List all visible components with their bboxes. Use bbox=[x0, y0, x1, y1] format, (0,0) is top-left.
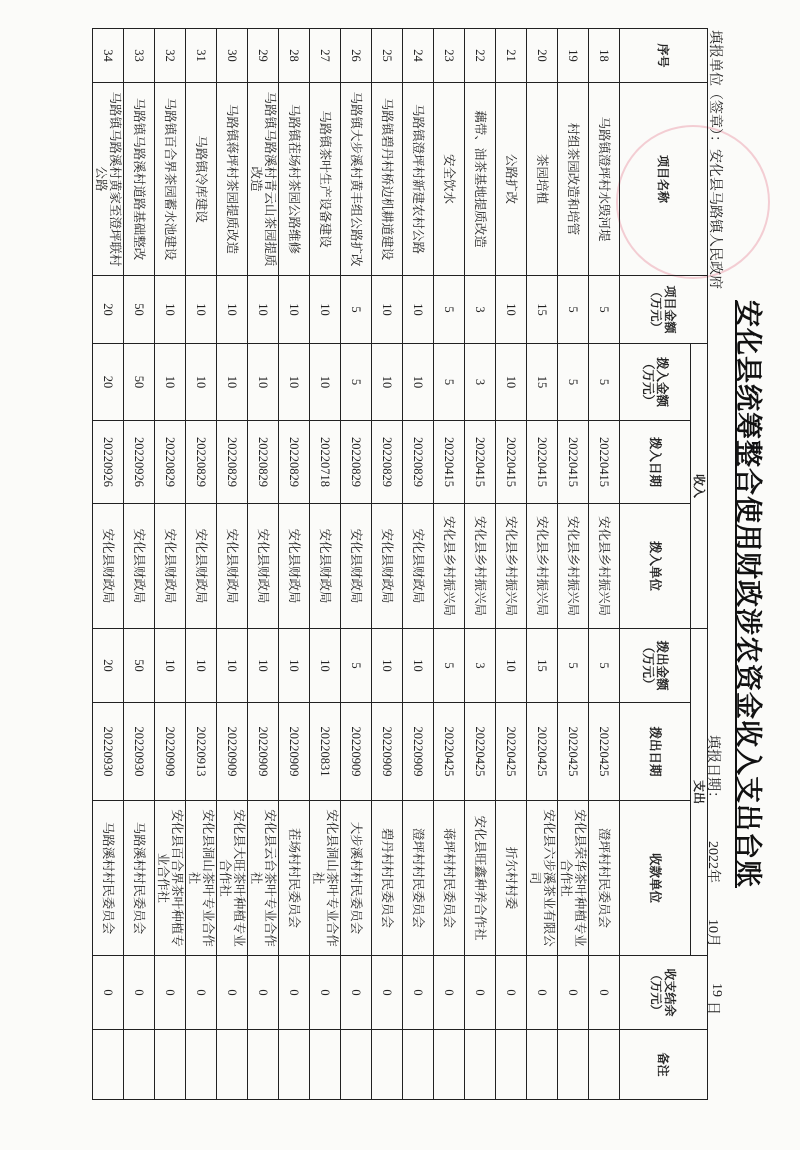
cell-amount: 10 bbox=[217, 276, 248, 344]
cell-name: 马路镇冷库建设 bbox=[186, 83, 217, 276]
cell-no: 26 bbox=[341, 29, 372, 83]
cell-amount: 5 bbox=[589, 276, 620, 344]
header-name: 项目名称 bbox=[620, 83, 708, 276]
cell-remark bbox=[155, 1030, 186, 1100]
cell-name: 马路镇马路溪村道路基础整改 bbox=[124, 83, 155, 276]
cell-in-amount: 5 bbox=[558, 344, 589, 421]
cell-remark bbox=[93, 1030, 124, 1100]
header-payee: 收款单位 bbox=[620, 801, 691, 956]
cell-payee: 安化县洞山茶叶专业合作社 bbox=[310, 801, 341, 956]
cell-payee: 安化县百合界茶叶种植专业合作社 bbox=[155, 801, 186, 956]
cell-name: 马路镇蒋坪村茶园提质改造 bbox=[217, 83, 248, 276]
cell-balance: 0 bbox=[155, 956, 186, 1030]
cell-balance: 0 bbox=[496, 956, 527, 1030]
group-income: 收入 bbox=[691, 344, 708, 629]
cell-no: 25 bbox=[372, 29, 403, 83]
cell-in-amount: 3 bbox=[465, 344, 496, 421]
table-row bbox=[124, 29, 155, 1100]
table-row bbox=[217, 29, 248, 1100]
cell-in-amount: 10 bbox=[279, 344, 310, 421]
cell-balance: 0 bbox=[248, 956, 279, 1030]
cell-in-date: 20220718 bbox=[310, 421, 341, 504]
table-row bbox=[434, 29, 465, 1100]
table-row bbox=[186, 29, 217, 1100]
table-row bbox=[310, 29, 341, 1100]
cell-amount: 10 bbox=[248, 276, 279, 344]
cell-remark bbox=[310, 1030, 341, 1100]
cell-payee: 马路溪村村民委员会 bbox=[93, 801, 124, 956]
cell-amount: 10 bbox=[279, 276, 310, 344]
cell-payee: 澄坪村村民委员会 bbox=[403, 801, 434, 956]
cell-out-amount: 10 bbox=[217, 629, 248, 703]
cell-in-date: 20220926 bbox=[124, 421, 155, 504]
cell-in-amount: 20 bbox=[93, 344, 124, 421]
cell-in-amount: 50 bbox=[124, 344, 155, 421]
cell-balance: 0 bbox=[93, 956, 124, 1030]
cell-name: 公路扩改 bbox=[496, 83, 527, 276]
cell-out-amount: 5 bbox=[434, 629, 465, 703]
cell-no: 34 bbox=[93, 29, 124, 83]
cell-in-unit: 安化县财政局 bbox=[93, 504, 124, 629]
cell-amount: 10 bbox=[372, 276, 403, 344]
header-in-date: 拨入日期 bbox=[620, 421, 691, 504]
cell-balance: 0 bbox=[465, 956, 496, 1030]
cell-out-amount: 10 bbox=[496, 629, 527, 703]
cell-out-amount: 10 bbox=[372, 629, 403, 703]
cell-name: 马路镇澄坪村新建农村公路 bbox=[403, 83, 434, 276]
cell-out-date: 20220909 bbox=[155, 703, 186, 801]
cell-out-date: 20220831 bbox=[310, 703, 341, 801]
cell-balance: 0 bbox=[589, 956, 620, 1030]
cell-amount: 20 bbox=[93, 276, 124, 344]
cell-in-unit: 安化县财政局 bbox=[341, 504, 372, 629]
cell-remark bbox=[372, 1030, 403, 1100]
cell-remark bbox=[186, 1030, 217, 1100]
cell-name: 安全饮水 bbox=[434, 83, 465, 276]
cell-in-amount: 10 bbox=[186, 344, 217, 421]
cell-in-date: 20220415 bbox=[558, 421, 589, 504]
table-row bbox=[527, 29, 558, 1100]
cell-remark bbox=[341, 1030, 372, 1100]
header-remark: 备注 bbox=[620, 1030, 708, 1100]
cell-out-date: 20220425 bbox=[496, 703, 527, 801]
cell-remark bbox=[527, 1030, 558, 1100]
cell-payee: 安化县荣华茶叶种植专业合作社 bbox=[558, 801, 589, 956]
cell-in-amount: 10 bbox=[310, 344, 341, 421]
cell-in-amount: 5 bbox=[434, 344, 465, 421]
cell-remark bbox=[279, 1030, 310, 1100]
cell-in-date: 20220829 bbox=[403, 421, 434, 504]
cell-payee: 安化县洞山茶叶专业合作社 bbox=[186, 801, 217, 956]
cell-in-date: 20220415 bbox=[496, 421, 527, 504]
cell-no: 21 bbox=[496, 29, 527, 83]
cell-amount: 10 bbox=[496, 276, 527, 344]
cell-in-date: 20220829 bbox=[341, 421, 372, 504]
cell-in-unit: 安化县财政局 bbox=[186, 504, 217, 629]
cell-out-amount: 50 bbox=[124, 629, 155, 703]
cell-out-amount: 5 bbox=[341, 629, 372, 703]
cell-in-amount: 15 bbox=[527, 344, 558, 421]
cell-in-unit: 安化县财政局 bbox=[403, 504, 434, 629]
cell-balance: 0 bbox=[341, 956, 372, 1030]
cell-name: 村组茶园改造和培管 bbox=[558, 83, 589, 276]
header-in-unit: 拨入单位 bbox=[620, 504, 691, 629]
cell-name: 马路镇茬场村茶园公路维修 bbox=[279, 83, 310, 276]
header-in-amount: 拨入金额（万元） bbox=[620, 344, 691, 421]
cell-out-amount: 10 bbox=[186, 629, 217, 703]
cell-balance: 0 bbox=[217, 956, 248, 1030]
cell-out-amount: 10 bbox=[403, 629, 434, 703]
cell-name: 茶园培植 bbox=[527, 83, 558, 276]
cell-payee: 蒋坪村村民委员会 bbox=[434, 801, 465, 956]
cell-balance: 0 bbox=[403, 956, 434, 1030]
cell-amount: 10 bbox=[403, 276, 434, 344]
cell-in-date: 20220829 bbox=[217, 421, 248, 504]
cell-out-date: 20220425 bbox=[558, 703, 589, 801]
cell-in-amount: 10 bbox=[496, 344, 527, 421]
cell-out-date: 20220909 bbox=[248, 703, 279, 801]
cell-out-amount: 10 bbox=[248, 629, 279, 703]
cell-amount: 5 bbox=[558, 276, 589, 344]
cell-in-unit: 安化县乡村振兴局 bbox=[527, 504, 558, 629]
cell-out-date: 20220425 bbox=[589, 703, 620, 801]
cell-out-amount: 5 bbox=[558, 629, 589, 703]
cell-remark bbox=[217, 1030, 248, 1100]
cell-no: 32 bbox=[155, 29, 186, 83]
date-label: 填报日期： bbox=[705, 735, 720, 805]
cell-in-amount: 10 bbox=[248, 344, 279, 421]
cell-in-unit: 安化县财政局 bbox=[248, 504, 279, 629]
cell-payee: 折尔村村委 bbox=[496, 801, 527, 956]
header-balance: 收支结余（万元） bbox=[620, 956, 708, 1030]
cell-payee: 安化县云台茶叶专业合作社 bbox=[248, 801, 279, 956]
cell-out-date: 20220930 bbox=[93, 703, 124, 801]
table-row bbox=[558, 29, 589, 1100]
cell-remark bbox=[496, 1030, 527, 1100]
cell-in-date: 20220829 bbox=[155, 421, 186, 504]
cell-out-date: 20220425 bbox=[434, 703, 465, 801]
cell-balance: 0 bbox=[279, 956, 310, 1030]
cell-amount: 10 bbox=[310, 276, 341, 344]
cell-no: 27 bbox=[310, 29, 341, 83]
cell-remark bbox=[434, 1030, 465, 1100]
header-amount: 项目金额（万元） bbox=[620, 276, 708, 344]
cell-balance: 0 bbox=[186, 956, 217, 1030]
cell-out-amount: 5 bbox=[589, 629, 620, 703]
cell-out-amount: 20 bbox=[93, 629, 124, 703]
cell-balance: 0 bbox=[310, 956, 341, 1030]
cell-name: 马路镇百合界茶园蓄水池建设 bbox=[155, 83, 186, 276]
cell-payee: 安化县旺鑫种养合作社 bbox=[465, 801, 496, 956]
cell-no: 24 bbox=[403, 29, 434, 83]
cell-in-date: 20220829 bbox=[279, 421, 310, 504]
cell-payee: 安化县大旺茶叶种植专业合作社 bbox=[217, 801, 248, 956]
cell-name: 马路镇澄坪村水毁河堤 bbox=[589, 83, 620, 276]
cell-amount: 3 bbox=[465, 276, 496, 344]
cell-payee: 茬场村村民委员会 bbox=[279, 801, 310, 956]
table-row bbox=[279, 29, 310, 1100]
cell-name: 马路镇茶叶生产设备建设 bbox=[310, 83, 341, 276]
cell-in-unit: 安化县乡村振兴局 bbox=[496, 504, 527, 629]
cell-remark bbox=[248, 1030, 279, 1100]
cell-remark bbox=[465, 1030, 496, 1100]
cell-remark bbox=[124, 1030, 155, 1100]
cell-in-unit: 安化县财政局 bbox=[372, 504, 403, 629]
cell-in-date: 20220829 bbox=[372, 421, 403, 504]
cell-out-amount: 10 bbox=[310, 629, 341, 703]
cell-in-unit: 安化县乡村振兴局 bbox=[465, 504, 496, 629]
cell-in-unit: 安化县乡村振兴局 bbox=[558, 504, 589, 629]
cell-no: 31 bbox=[186, 29, 217, 83]
cell-balance: 0 bbox=[434, 956, 465, 1030]
cell-balance: 0 bbox=[558, 956, 589, 1030]
cell-balance: 0 bbox=[372, 956, 403, 1030]
date-month: 10月 bbox=[705, 919, 720, 947]
cell-no: 33 bbox=[124, 29, 155, 83]
cell-name: 马路镇马路溪村青云山茶园提质改造 bbox=[248, 83, 279, 276]
header-out-amount: 拨出金额（万元） bbox=[620, 629, 691, 703]
cell-amount: 5 bbox=[434, 276, 465, 344]
header-no: 序号 bbox=[620, 29, 708, 83]
cell-out-date: 20220909 bbox=[341, 703, 372, 801]
cell-in-date: 20220415 bbox=[465, 421, 496, 504]
cell-balance: 0 bbox=[124, 956, 155, 1030]
table-row bbox=[155, 29, 186, 1100]
cell-out-amount: 10 bbox=[155, 629, 186, 703]
table-row bbox=[93, 29, 124, 1100]
table-row bbox=[589, 29, 620, 1100]
cell-out-amount: 15 bbox=[527, 629, 558, 703]
cell-amount: 5 bbox=[341, 276, 372, 344]
cell-in-date: 20220829 bbox=[186, 421, 217, 504]
cell-in-unit: 安化县财政局 bbox=[310, 504, 341, 629]
cell-amount: 10 bbox=[186, 276, 217, 344]
cell-in-amount: 5 bbox=[341, 344, 372, 421]
cell-in-unit: 安化县财政局 bbox=[155, 504, 186, 629]
date-day: 19 bbox=[709, 983, 724, 997]
cell-amount: 50 bbox=[124, 276, 155, 344]
cell-remark bbox=[558, 1030, 589, 1100]
cell-payee: 马路溪村村民委员会 bbox=[124, 801, 155, 956]
cell-in-amount: 10 bbox=[372, 344, 403, 421]
cell-out-date: 20220909 bbox=[372, 703, 403, 801]
cell-out-date: 20220913 bbox=[186, 703, 217, 801]
cell-payee: 碧丹村村民委员会 bbox=[372, 801, 403, 956]
group-expense: 支出 bbox=[691, 629, 708, 956]
cell-name: 马路镇马路溪村黄家至澄坪联村公路 bbox=[93, 83, 124, 276]
cell-payee: 安化县六步溪茶业有限公司 bbox=[527, 801, 558, 956]
cell-in-unit: 安化县财政局 bbox=[279, 504, 310, 629]
reporting-unit: 填报单位（签章）：安化县马路镇人民政府 bbox=[707, 30, 722, 289]
cell-in-amount: 10 bbox=[217, 344, 248, 421]
cell-out-date: 20220425 bbox=[465, 703, 496, 801]
cell-no: 20 bbox=[527, 29, 558, 83]
table-row bbox=[403, 29, 434, 1100]
cell-in-amount: 10 bbox=[155, 344, 186, 421]
cell-no: 30 bbox=[217, 29, 248, 83]
cell-in-date: 20220829 bbox=[248, 421, 279, 504]
cell-name: 马路镇碧丹村桥边机耕道建设 bbox=[372, 83, 403, 276]
cell-no: 22 bbox=[465, 29, 496, 83]
cell-out-date: 20220909 bbox=[403, 703, 434, 801]
header-out-date: 拨出日期 bbox=[620, 703, 691, 801]
cell-no: 23 bbox=[434, 29, 465, 83]
cell-in-date: 20220415 bbox=[589, 421, 620, 504]
cell-in-date: 20220415 bbox=[527, 421, 558, 504]
cell-remark bbox=[589, 1030, 620, 1100]
cell-no: 28 bbox=[279, 29, 310, 83]
cell-no: 29 bbox=[248, 29, 279, 83]
table-row bbox=[341, 29, 372, 1100]
date-year: 2022年 bbox=[705, 841, 720, 883]
table-row bbox=[248, 29, 279, 1100]
table-row bbox=[372, 29, 403, 1100]
table-row bbox=[496, 29, 527, 1100]
cell-out-amount: 10 bbox=[279, 629, 310, 703]
cell-in-date: 20220926 bbox=[93, 421, 124, 504]
cell-payee: 澄坪村村民委员会 bbox=[589, 801, 620, 956]
cell-out-date: 20220909 bbox=[279, 703, 310, 801]
cell-payee: 大步溪村村民委员会 bbox=[341, 801, 372, 956]
cell-no: 19 bbox=[558, 29, 589, 83]
document-title: 安化县统筹整合使用财政涉农资金收入支出台账 bbox=[733, 300, 763, 888]
cell-in-unit: 安化县财政局 bbox=[217, 504, 248, 629]
cell-out-date: 20220930 bbox=[124, 703, 155, 801]
cell-remark bbox=[403, 1030, 434, 1100]
cell-amount: 15 bbox=[527, 276, 558, 344]
cell-in-amount: 10 bbox=[403, 344, 434, 421]
cell-in-unit: 安化县乡村振兴局 bbox=[589, 504, 620, 629]
cell-amount: 10 bbox=[155, 276, 186, 344]
date-day-suffix: 日 bbox=[705, 1001, 720, 1015]
cell-name: 马路镇大步溪村黄丰组公路扩改 bbox=[341, 83, 372, 276]
cell-out-amount: 3 bbox=[465, 629, 496, 703]
cell-in-date: 20220415 bbox=[434, 421, 465, 504]
cell-in-unit: 安化县乡村振兴局 bbox=[434, 504, 465, 629]
cell-in-unit: 安化县财政局 bbox=[124, 504, 155, 629]
cell-in-amount: 5 bbox=[589, 344, 620, 421]
cell-no: 18 bbox=[589, 29, 620, 83]
ledger-table bbox=[92, 28, 708, 1100]
cell-balance: 0 bbox=[527, 956, 558, 1030]
cell-out-date: 20220425 bbox=[527, 703, 558, 801]
cell-name: 藕带、油茶基地提质改造 bbox=[465, 83, 496, 276]
table-row bbox=[465, 29, 496, 1100]
cell-out-date: 20220909 bbox=[217, 703, 248, 801]
